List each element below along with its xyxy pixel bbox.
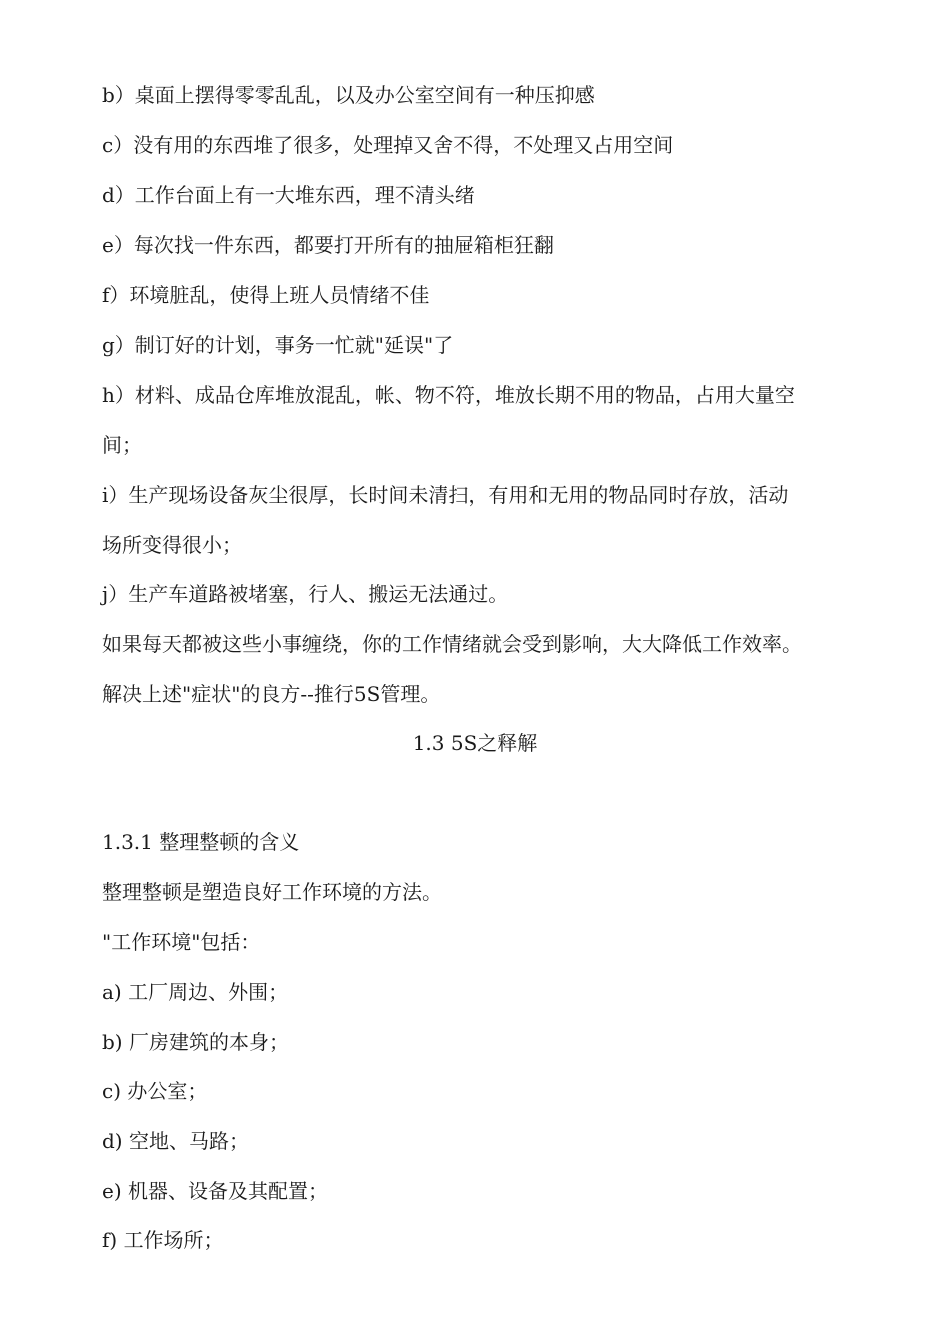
list-item: c）没有用的东西堆了很多，处理掉又舍不得，不处理又占用空间: [102, 133, 674, 157]
list-item: b）桌面上摆得零零乱乱，以及办公室空间有一种压抑感: [102, 83, 595, 107]
body-paragraph: 整理整顿是塑造良好工作环境的方法。: [102, 880, 442, 904]
list-item: f）环境脏乱，使得上班人员情绪不佳: [102, 283, 430, 307]
list-item-continuation: 场所变得很小；: [102, 533, 242, 557]
list-item-continuation: 间；: [102, 433, 142, 457]
list-item: g）制订好的计划，事务一忙就"延误"了: [102, 333, 454, 357]
list-item: a) 工厂周边、外围；: [102, 980, 289, 1004]
section-heading: 1.3 5S之释解: [412, 731, 538, 755]
list-item: d) 空地、马路；: [102, 1129, 249, 1153]
list-item: i）生产现场设备灰尘很厚，长时间未清扫，有用和无用的物品同时存放，活动: [102, 483, 789, 507]
list-item: e）每次找一件东西，都要打开所有的抽屉箱柜狂翻: [102, 233, 554, 257]
list-item: f) 工作场所；: [102, 1228, 224, 1252]
list-item: j）生产车道路被堵塞，行人、搬运无法通过。: [102, 582, 509, 606]
body-paragraph: "工作环境"包括：: [102, 930, 261, 954]
subsection-heading: 1.3.1 整理整顿的含义: [102, 830, 300, 854]
list-item: c) 办公室；: [102, 1079, 208, 1103]
list-item: e) 机器、设备及其配置；: [102, 1179, 328, 1203]
list-item: b) 厂房建筑的本身；: [102, 1030, 289, 1054]
body-paragraph: 解决上述"症状"的良方--推行5S管理。: [102, 682, 441, 706]
list-item: h）材料、成品仓库堆放混乱，帐、物不符，堆放长期不用的物品，占用大量空: [102, 383, 795, 407]
body-paragraph: 如果每天都被这些小事缠绕，你的工作情绪就会受到影响，大大降低工作效率。: [102, 632, 802, 656]
list-item: d）工作台面上有一大堆东西，理不清头绪: [102, 183, 475, 207]
